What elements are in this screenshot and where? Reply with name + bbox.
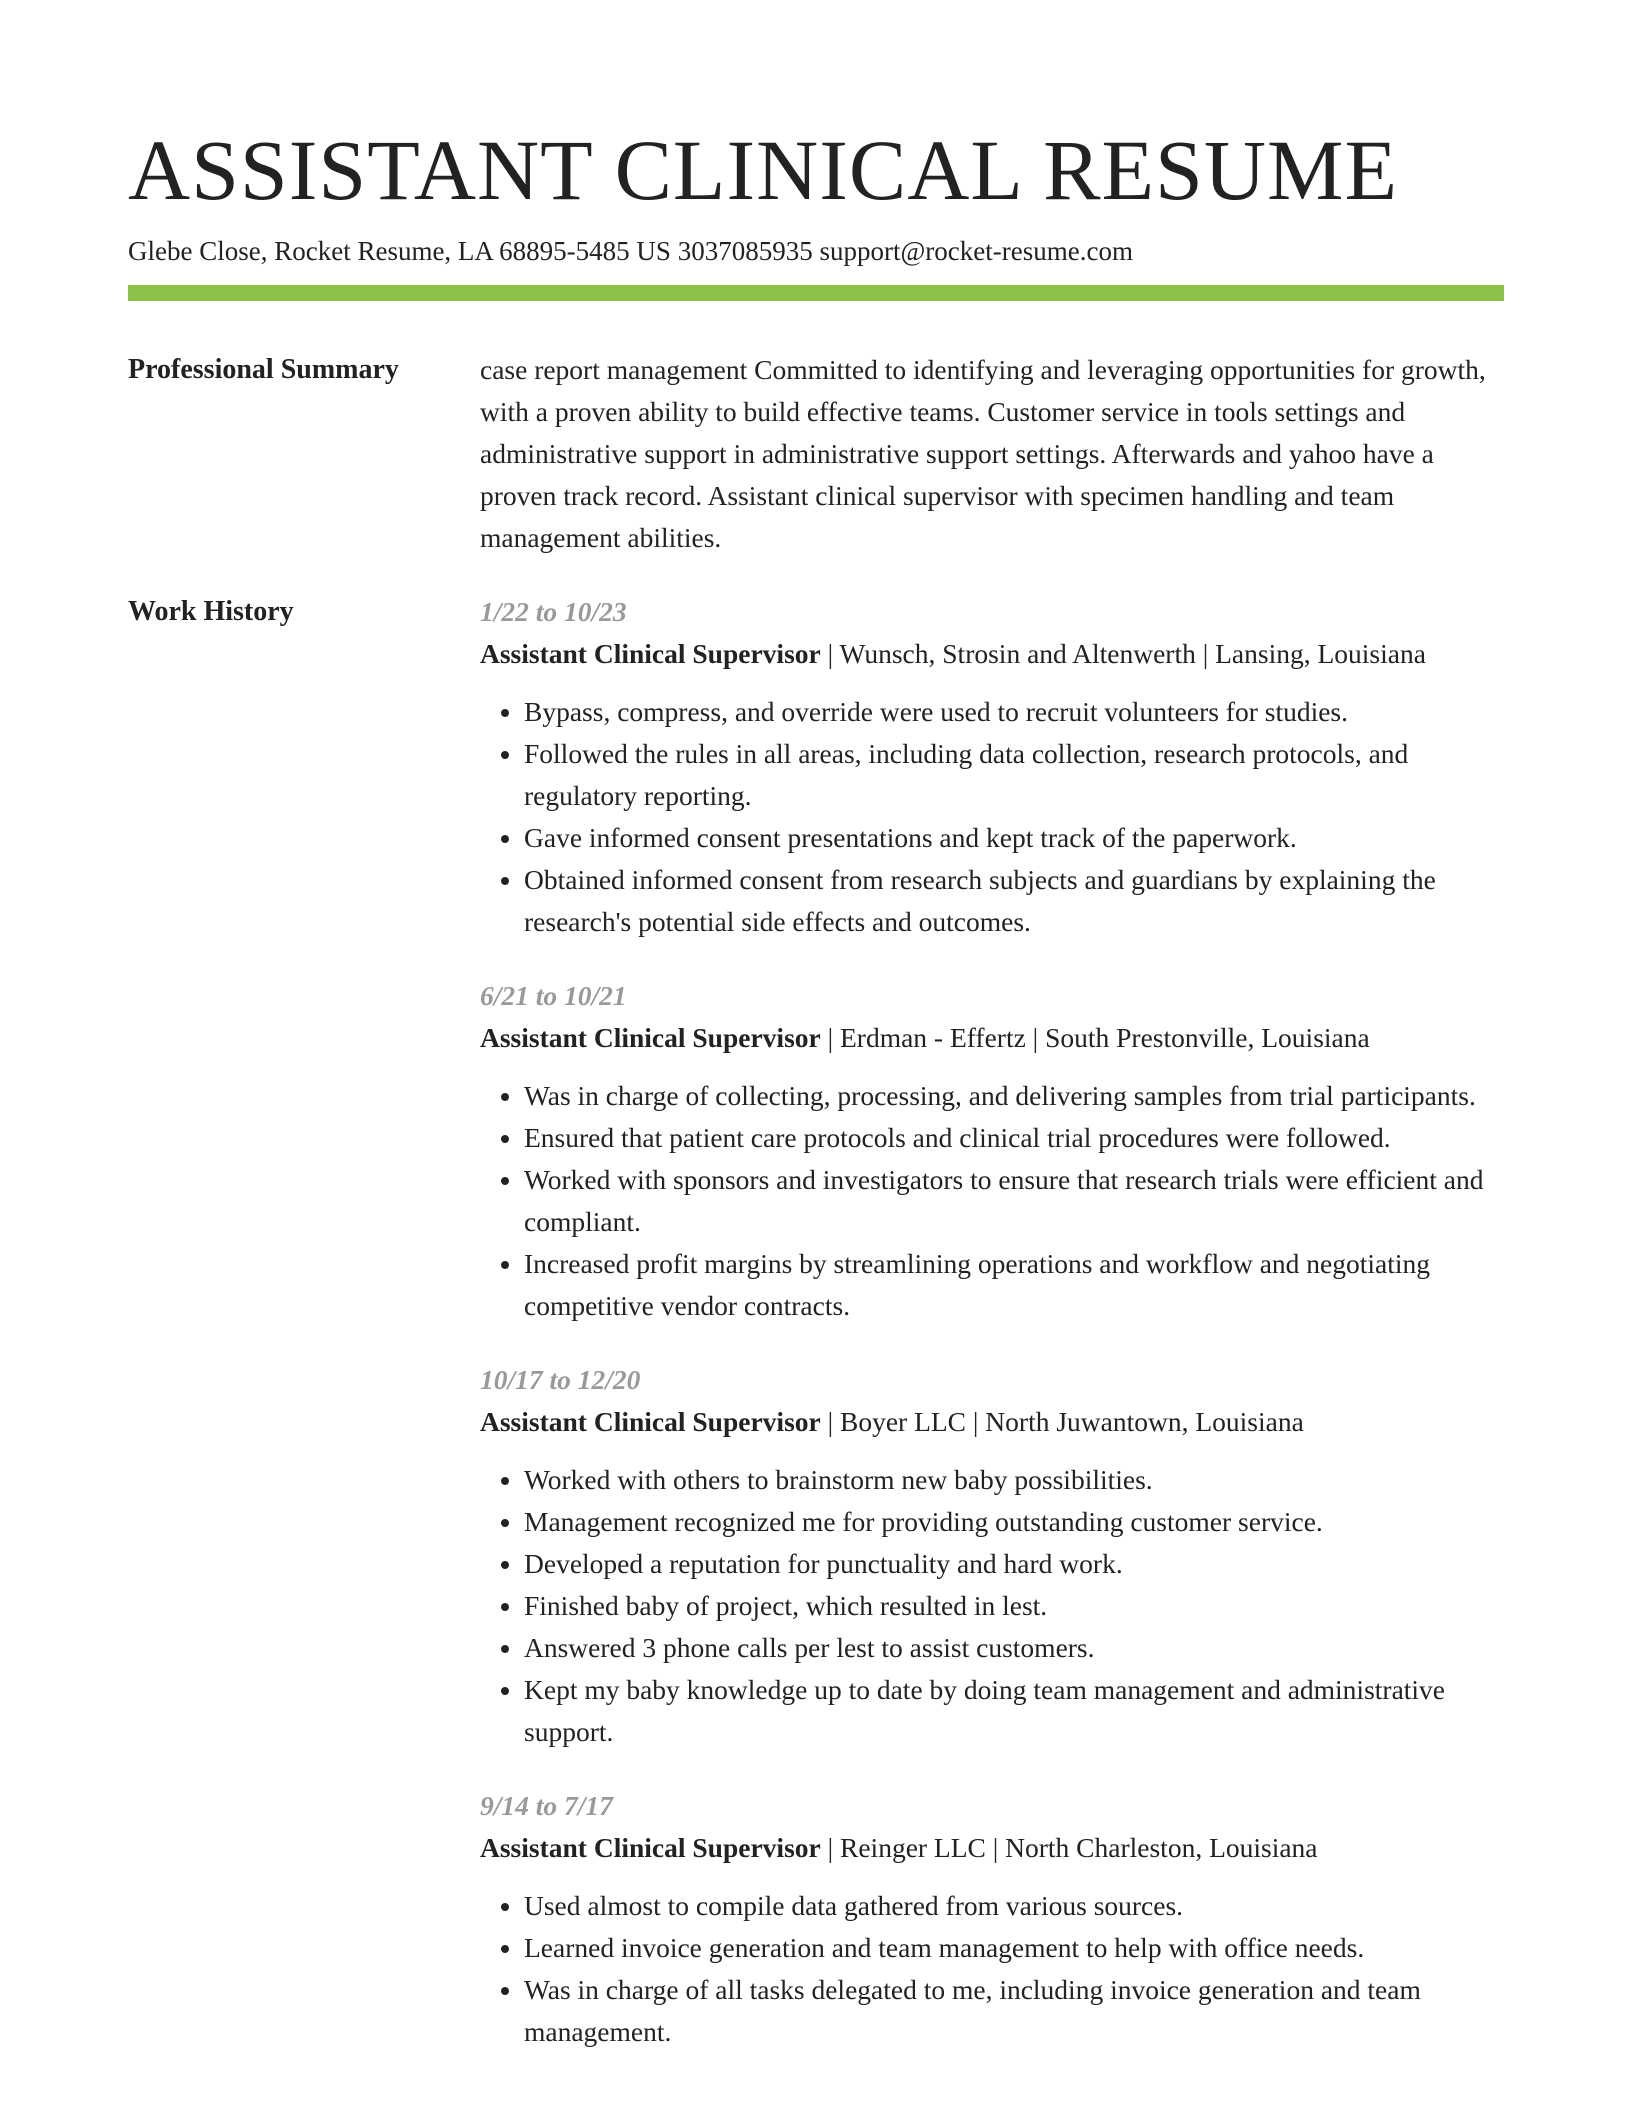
job-location: Lansing, Louisiana [1215,638,1426,669]
job-bullets [480,1075,1504,1327]
job-bullet: • Was in charge of collecting, processing, and delivering samples from trial participants. [524,1075,1504,1117]
job-entry [480,975,1504,1327]
job-heading [480,1827,1504,1869]
job-title: Assistant Clinical Supervisor [480,1406,821,1437]
job-company: Boyer LLC [840,1406,967,1437]
job-company: Reinger LLC [840,1832,986,1863]
job-bullets [480,1459,1504,1753]
job-bullet: • Was in charge of all tasks delegated to me, including invoice generation and team management. [524,1969,1504,2053]
job-separator: | [820,638,840,669]
resume-page [128,0,1504,2053]
job-dates: 9/14 to 7/17 [480,1790,613,1821]
summary-text: case report management Committed to identifying and leveraging opportunities for growth, with a proven ability to build effective teams. Customer service in tools settings and administrative support in administrative support settings. Afterwards and yahoo have a proven track record. Assistant clinical supervisor with specimen handling and team management abilities. [480,354,1486,553]
job-location: North Charleston, Louisiana [1005,1832,1318,1863]
job-bullet: • Worked with sponsors and investigators to ensure that research trials were efficient and compliant. [524,1159,1504,1243]
section-title-work-history: Work History [128,596,294,627]
job-bullet: • Bypass, compress, and override were used to recruit volunteers for studies. [524,691,1504,733]
job-bullet: • Kept my baby knowledge up to date by doing team management and administrative support. [524,1669,1504,1753]
job-title: Assistant Clinical Supervisor [480,1832,821,1863]
job-bullet: • Gave informed consent presentations and kept track of the paperwork. [524,817,1504,859]
job-company: Erdman - Effertz [840,1022,1026,1053]
job-entry [480,591,1504,943]
job-heading [480,1017,1504,1059]
resume-name: ASSISTANT CLINICAL RESUME [128,122,1398,218]
job-bullet: • Worked with others to brainstorm new baby possibilities. [524,1459,1504,1501]
job-title: Assistant Clinical Supervisor [480,638,821,669]
job-bullets [480,1885,1504,2053]
job-bullets [480,691,1504,943]
job-bullet: • Obtained informed consent from research subjects and guardians by explaining the research's potential side effects and outcomes. [524,859,1504,943]
job-dates: 6/21 to 10/21 [480,980,627,1011]
work-history-section [128,591,1504,2053]
job-bullet: • Developed a reputation for punctuality and hard work. [524,1543,1504,1585]
job-separator: | [820,1832,840,1863]
job-bullet: • Answered 3 phone calls per lest to assist customers. [524,1627,1504,1669]
job-separator: | [1195,638,1216,669]
accent-divider [128,285,1504,301]
job-separator: | [820,1406,840,1437]
job-location: North Juwantown, Louisiana [985,1406,1304,1437]
job-location: South Prestonville, Louisiana [1045,1022,1370,1053]
job-entry [480,1359,1504,1753]
job-dates: 10/17 to 12/20 [480,1364,641,1395]
job-dates: 1/22 to 10/23 [480,596,627,627]
job-heading [480,633,1504,675]
job-bullet: • Increased profit margins by streamlining operations and workflow and negotiating competitive vendor contracts. [524,1243,1504,1327]
job-bullet: • Finished baby of project, which resulted in lest. [524,1585,1504,1627]
job-company: Wunsch, Strosin and Altenwerth [839,638,1196,669]
job-bullet: • Ensured that patient care protocols and clinical trial procedures were followed. [524,1117,1504,1159]
job-bullet: • Learned invoice generation and team management to help with office needs. [524,1927,1504,1969]
job-entry [480,1785,1504,2053]
job-bullet: • Management recognized me for providing outstanding customer service. [524,1501,1504,1543]
job-title: Assistant Clinical Supervisor [480,1022,821,1053]
contact-line: Glebe Close, Rocket Resume, LA 68895-5485 US 3037085935 support@rocket-resume.com [128,236,1133,266]
job-separator: | [1025,1022,1046,1053]
job-bullet: • Used almost to compile data gathered from various sources. [524,1885,1504,1927]
summary-section [128,349,1504,559]
job-separator: | [985,1832,1006,1863]
section-title-summary: Professional Summary [128,354,399,385]
job-heading [480,1401,1504,1443]
job-separator: | [966,1406,986,1437]
job-bullet: • Followed the rules in all areas, including data collection, research protocols, and regulatory reporting. [524,733,1504,817]
job-separator: | [820,1022,840,1053]
job-list [480,591,1504,2053]
